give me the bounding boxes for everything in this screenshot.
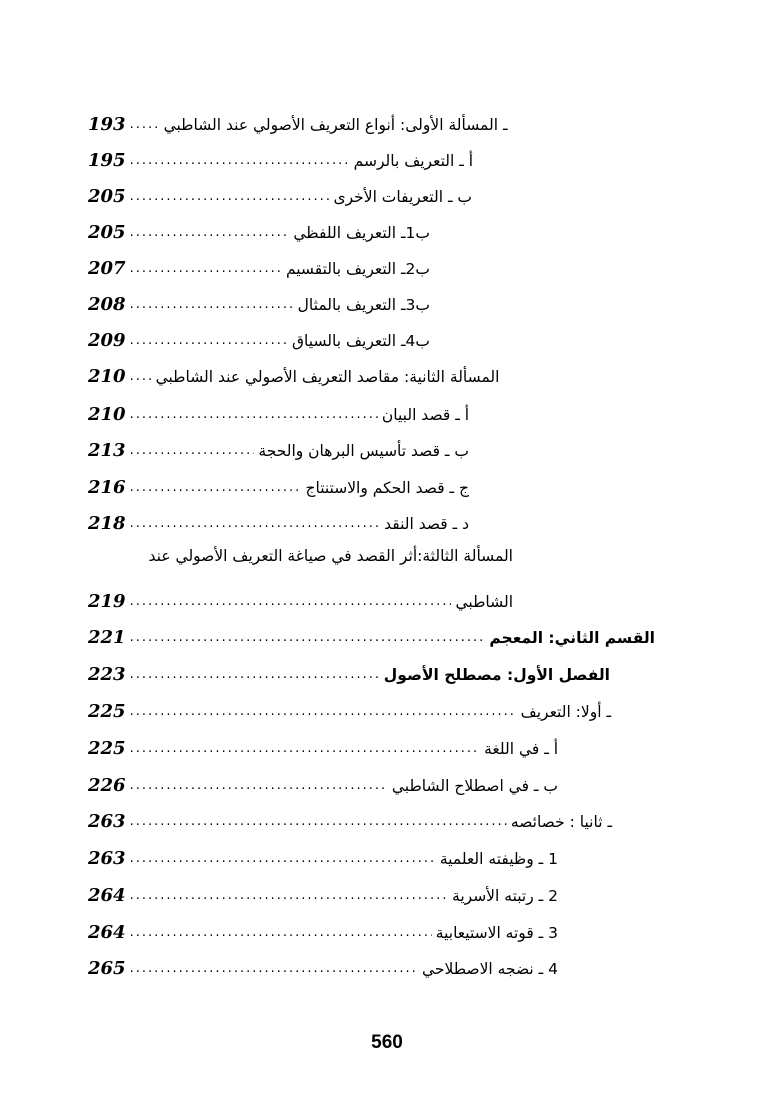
dot-leader <box>130 116 160 134</box>
entry-page-number: 210 <box>88 404 126 425</box>
page-number: 560 <box>371 1032 403 1053</box>
dot-leader <box>130 479 302 497</box>
toc-entry <box>88 208 430 244</box>
toc-entry <box>88 724 558 760</box>
toc-entry <box>88 390 469 426</box>
toc-entry <box>88 426 469 462</box>
toc-entry <box>88 352 515 388</box>
dot-leader <box>130 703 517 721</box>
entry-page-number: 218 <box>88 513 126 534</box>
dot-leader <box>130 260 282 278</box>
toc-entry <box>88 687 611 723</box>
dot-leader <box>130 740 481 758</box>
entry-page-number: 195 <box>88 150 126 171</box>
entry-title: ج ـ قصد الحكم والاستنتاج <box>305 479 469 497</box>
entry-page-number: 216 <box>88 477 126 498</box>
entry-page-number: 225 <box>88 738 126 759</box>
entry-title: ب ـ التعريفات الأخرى <box>333 188 472 206</box>
dot-leader <box>130 887 448 905</box>
dot-leader <box>130 224 290 242</box>
dot-leader <box>130 515 381 533</box>
entry-title: ب3ـ التعريف بالمثال <box>297 296 430 314</box>
wrapped-section-heading: المسألة الثالثة:أثر القصد في صياغة التعريف الأصولي عند <box>148 547 513 565</box>
entry-page-number: 226 <box>88 775 126 796</box>
entry-title: ب ـ في اصطلاح الشاطبي <box>391 777 558 795</box>
dot-leader <box>130 332 288 350</box>
entry-title: 2 ـ رتبته الأسرية <box>452 887 558 905</box>
dot-leader <box>130 850 436 868</box>
entry-title: ب1ـ التعريف اللفظي <box>293 224 430 242</box>
entry-page-number: 221 <box>88 627 126 648</box>
entry-title: ب ـ قصد تأسيس البرهان والحجة <box>258 442 469 460</box>
dot-leader <box>130 813 507 831</box>
dot-leader <box>130 406 378 424</box>
toc-entry <box>88 499 469 535</box>
toc-entry <box>88 136 473 172</box>
entry-page-number: 193 <box>88 114 126 135</box>
toc-entry <box>88 797 612 833</box>
dot-leader <box>130 924 432 942</box>
toc-entry <box>88 172 472 208</box>
entry-page-number: 210 <box>88 366 126 387</box>
dot-leader <box>130 960 418 978</box>
toc-entry <box>88 613 655 649</box>
entry-title: ب2ـ التعريف بالتقسيم <box>285 260 430 278</box>
entry-title: 4 ـ نضجه الاصطلاحي <box>421 960 558 978</box>
entry-page-number: 264 <box>88 885 126 906</box>
entry-page-number: 225 <box>88 701 126 722</box>
entry-title: ـ المسألة الأولى: أنواع التعريف الأصولي عند الشاطبي <box>163 116 508 134</box>
entry-page-number: 208 <box>88 294 126 315</box>
entry-title: 1 ـ وظيفته العلمية <box>439 850 558 868</box>
dot-leader <box>130 777 388 795</box>
entry-title: أ ـ في اللغة <box>484 740 558 758</box>
entry-page-number: 223 <box>88 664 126 685</box>
entry-title: الفصل الأول: مصطلح الأصول <box>383 666 610 684</box>
toc-entry <box>88 650 610 686</box>
toc-entry <box>88 834 558 870</box>
entry-page-number: 213 <box>88 440 126 461</box>
entry-title: د ـ قصد النقد <box>384 515 469 533</box>
toc-entry <box>88 761 558 797</box>
entry-title: المسألة الثانية: مقاصد التعريف الأصولي عند الشاطبي <box>155 368 500 386</box>
toc-entry <box>88 316 430 352</box>
toc-entry <box>88 908 558 944</box>
dot-leader <box>130 442 255 460</box>
entry-title: ـ ثانيا : خصائصه <box>510 813 612 831</box>
dot-leader <box>130 188 330 206</box>
dot-leader <box>130 629 486 647</box>
toc-entry <box>88 463 469 499</box>
entry-page-number: 264 <box>88 922 126 943</box>
entry-page-number: 219 <box>88 591 126 612</box>
entry-page-number: 205 <box>88 222 126 243</box>
entry-title: أ ـ التعريف بالرسم <box>353 152 473 170</box>
toc-entry <box>88 944 558 980</box>
toc-entry <box>88 871 558 907</box>
dot-leader <box>130 368 152 386</box>
entry-title: ب4ـ التعريف بالسياق <box>292 332 430 350</box>
entry-page-number: 205 <box>88 186 126 207</box>
entry-page-number: 209 <box>88 330 126 351</box>
toc-entry <box>88 280 430 316</box>
dot-leader <box>130 152 350 170</box>
entry-title: الشاطبي <box>455 593 513 611</box>
toc-entry <box>88 577 513 613</box>
entry-title: القسم الثاني: المعجم <box>489 629 655 647</box>
entry-title: ـ أولا: التعريف <box>520 703 611 721</box>
entry-title: أ ـ قصد البيان <box>381 406 469 424</box>
entry-title: 3 ـ قوته الاستيعابية <box>435 924 558 942</box>
entry-page-number: 207 <box>88 258 126 279</box>
dot-leader <box>130 296 294 314</box>
entry-page-number: 263 <box>88 811 126 832</box>
dot-leader <box>130 593 452 611</box>
entry-page-number: 265 <box>88 958 126 979</box>
toc-entry <box>88 244 430 280</box>
toc-entry <box>88 100 524 136</box>
entry-page-number: 263 <box>88 848 126 869</box>
dot-leader <box>130 666 380 684</box>
